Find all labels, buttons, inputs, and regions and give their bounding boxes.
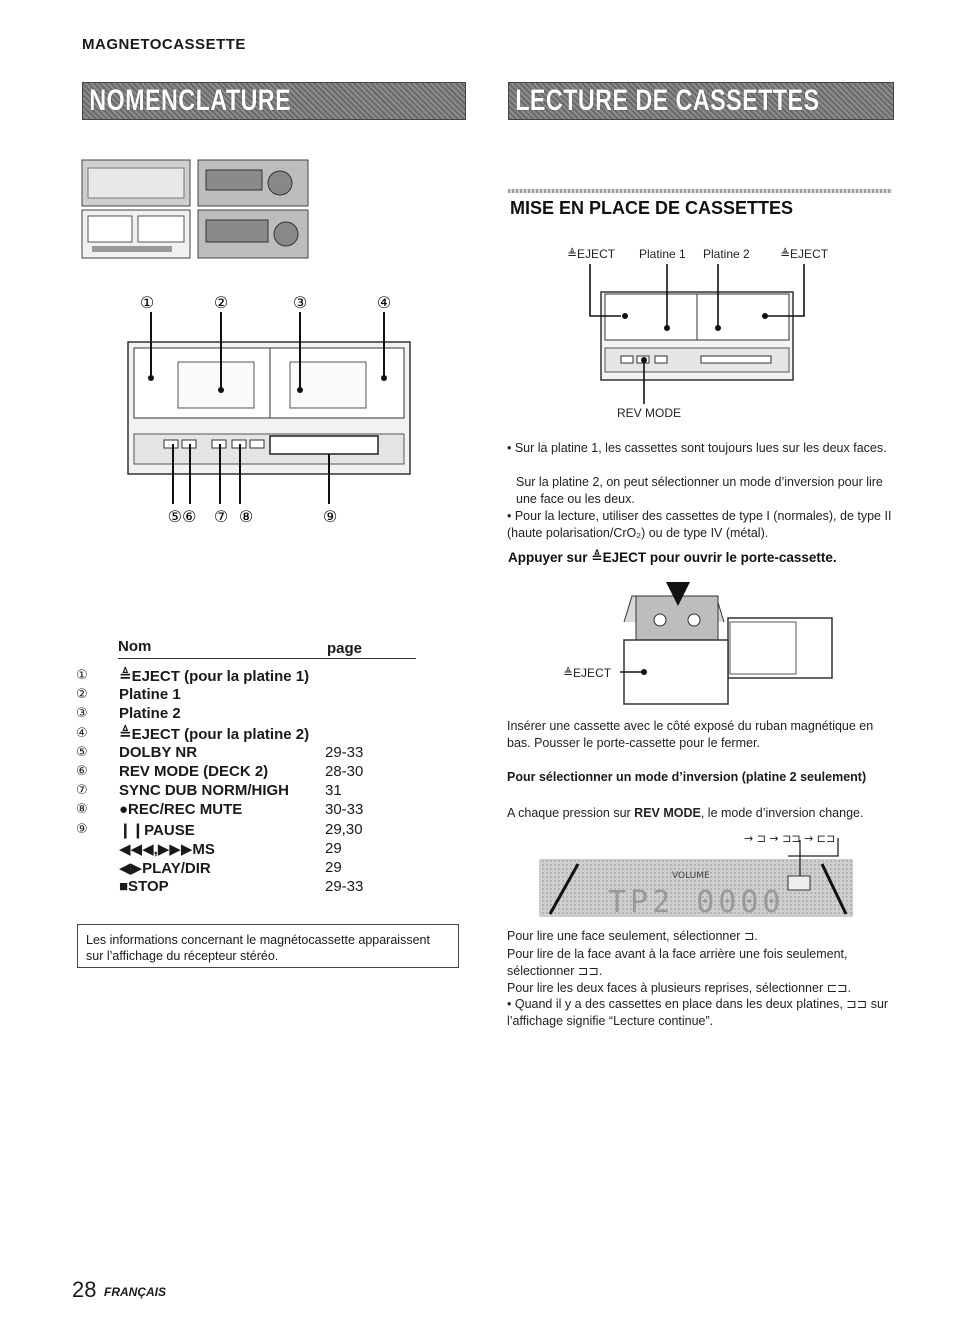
note-box: Les informations concernant le magnétocassette apparaissent sur l’affichage du récepteur stéréo.: [77, 924, 459, 968]
footer-language: FRANÇAIS: [104, 1285, 166, 1299]
display-panel: [538, 840, 854, 920]
callout-4: ④: [376, 293, 392, 312]
banner-lecture-title: LECTURE DE CASSETTES: [515, 84, 820, 117]
row-number: ④: [76, 724, 88, 740]
row-name: REV MODE (DECK 2): [119, 763, 269, 780]
row-number: ①: [76, 667, 88, 682]
row-name: Platine 2: [119, 705, 181, 723]
display-mode-cycle: → ⊐ → ⊐⊐ → ⊏⊐: [744, 832, 836, 845]
divider: [508, 189, 892, 193]
row-page: 29-33: [325, 878, 364, 896]
row-page: 30-33: [325, 801, 364, 819]
display-digits: TP2 0000: [608, 885, 785, 920]
label-eject-left: ≜EJECT: [567, 247, 616, 261]
label-eject-right: ≜EJECT: [780, 247, 829, 261]
col-name-header: Nom: [118, 638, 152, 655]
callout-9: ⑨: [322, 507, 338, 526]
row-name: SYNC DUB NORM/HIGH: [119, 782, 290, 800]
row-page: 28-30: [325, 763, 364, 780]
row-name: ≜EJECT (pour la platine 1): [119, 668, 310, 685]
text-rev-mode: [507, 805, 897, 822]
rev-text-bold: REV MODE: [634, 806, 701, 820]
rev-text-post: , le mode d’inversion change.: [700, 806, 864, 820]
bullet-platine-1: • Sur la platine 1, les cassettes sont toujours lues sur les deux faces.: [507, 441, 887, 455]
label-platine-1: Platine 1: [639, 247, 686, 261]
instruction-eject: Appuyer sur ≜EJECT pour ouvrir le porte-cassette.: [508, 550, 837, 565]
label-eject-callout: ≜EJECT: [563, 666, 612, 680]
row-name: ≜EJECT (pour la platine 2): [119, 725, 310, 743]
row-name: ●REC/REC MUTE: [119, 801, 243, 819]
row-number: ⑥: [76, 763, 88, 778]
callout-7: ⑦: [213, 507, 229, 526]
row-number: ⑤: [76, 743, 88, 759]
callout-1: ①: [139, 293, 155, 312]
rev-text-pre: A chaque pression sur: [507, 806, 635, 820]
row-number: ⑨: [76, 820, 88, 836]
col-page-header: page: [327, 640, 363, 657]
text-continuous: • Quand il y a des cassettes en place dans les deux platines, ⊐⊐ sur l’affichage signifie “Lecture continue”.: [507, 997, 889, 1028]
row-page: 29,30: [325, 820, 363, 838]
text-insert-cassette: Insérer une cassette avec le côté exposé du ruban magnétique en bas. Pousser le porte-cassette pour le fermer.: [507, 719, 874, 750]
callout-2: ②: [213, 293, 229, 312]
deck-placement-diagram: [585, 264, 810, 404]
row-name: Platine 1: [119, 686, 181, 704]
deck-nomenclature-diagram: [120, 290, 420, 530]
bullet-platine-2: Sur la platine 2, on peut sélectionner un mode d’inversion pour lire une face ou les deux.: [516, 475, 883, 506]
section-label: MAGNETOCASSETTE: [82, 36, 246, 53]
stereo-system-thumbnail: [82, 158, 312, 262]
row-name: ◀◀◀,▶▶▶MS: [119, 840, 215, 858]
table-header: [118, 638, 416, 659]
row-name: ■STOP: [119, 878, 169, 896]
display-volume-label: VOLUME: [672, 871, 710, 881]
row-page: 31: [325, 782, 342, 800]
row-name: ◀▶PLAY/DIR: [119, 860, 211, 877]
callout-5-6: ⑤⑥: [167, 507, 197, 526]
row-number: ⑧: [76, 801, 88, 817]
text-repeat: Pour lire les deux faces à plusieurs reprises, sélectionner ⊏⊐.: [507, 981, 852, 995]
bullet-cassette-types: • Pour la lecture, utiliser des cassettes de type I (normales), de type II (haute polarisation/CrO₂) ou de type IV (métal).: [507, 509, 892, 540]
heading-mise-en-place: MISE EN PLACE DE CASSETTES: [510, 198, 794, 218]
row-page: 29: [325, 859, 342, 876]
row-number: ③: [76, 705, 88, 721]
page-number: 28: [72, 1277, 97, 1302]
banner-lecture: [508, 82, 894, 120]
row-number: ⑦: [76, 782, 88, 798]
text-one-side: Pour lire une face seulement, sélectionner ⊐.: [507, 929, 758, 943]
callout-3: ③: [292, 293, 308, 312]
banner-nomenclature: [82, 82, 466, 120]
row-number: ②: [76, 686, 88, 702]
text-front-back: Pour lire de la face avant à la face arrière une fois seulement, sélectionner ⊐⊐.: [507, 947, 848, 978]
callout-8: ⑧: [238, 507, 254, 526]
banner-nomenclature-title: NOMENCLATURE: [89, 84, 292, 117]
eject-illustration: [620, 576, 836, 708]
row-name: DOLBY NR: [119, 743, 198, 761]
row-page: 29: [325, 839, 342, 857]
label-rev-mode: REV MODE: [617, 406, 682, 420]
row-page: 29-33: [325, 743, 364, 761]
label-platine-2: Platine 2: [703, 247, 750, 261]
row-name: ❙❙PAUSE: [119, 821, 195, 839]
heading-rev-mode: Pour sélectionner un mode d’inversion (platine 2 seulement): [507, 770, 867, 784]
